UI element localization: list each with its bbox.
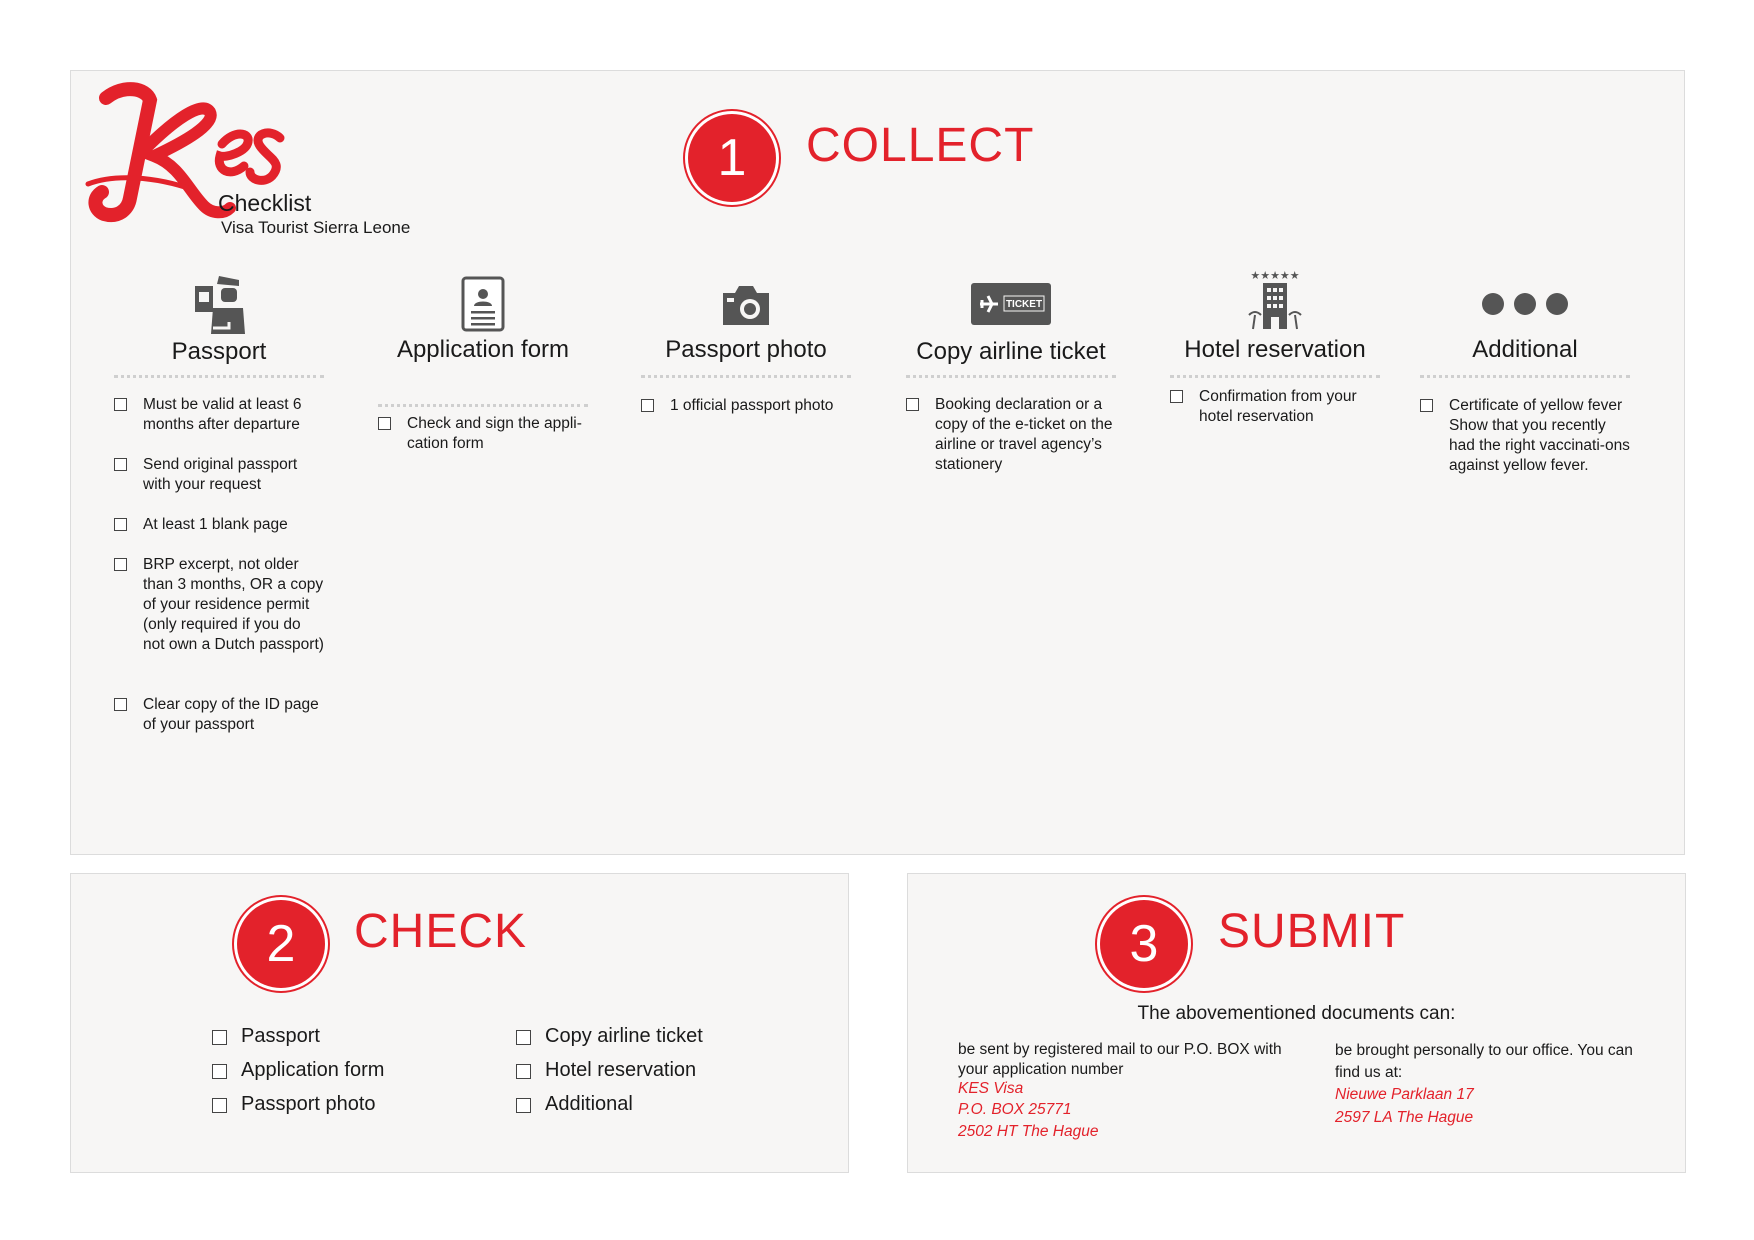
passport-officer-icon bbox=[114, 272, 324, 336]
checkbox[interactable] bbox=[114, 518, 127, 531]
divider bbox=[1170, 375, 1380, 378]
mail-address-line: KES Visa bbox=[958, 1080, 1024, 1097]
column-title: Additional bbox=[1472, 336, 1578, 363]
checklist-item[interactable]: Clear copy of the ID page of your passport bbox=[114, 695, 324, 735]
checklist-item[interactable]: Must be valid at least 6 months after departure bbox=[114, 395, 324, 435]
column-title: Hotel reservation bbox=[1184, 336, 1366, 363]
office-instruction: be brought personally to our office. You can find us at: bbox=[1335, 1042, 1633, 1081]
checkbox[interactable] bbox=[516, 1064, 531, 1079]
divider bbox=[1420, 375, 1630, 378]
check-item-additional[interactable]: Additional bbox=[516, 1093, 633, 1116]
camera-icon bbox=[641, 272, 851, 336]
step-2-badge: 2 bbox=[237, 900, 325, 988]
divider bbox=[641, 375, 851, 378]
check-item-hotel-reservation[interactable]: Hotel reservation bbox=[516, 1059, 696, 1082]
checklist-item[interactable]: At least 1 blank page bbox=[114, 515, 324, 535]
checklist-item[interactable]: Check and sign the appli-cation form bbox=[378, 414, 588, 454]
divider bbox=[378, 404, 588, 407]
logo-text: Kes bbox=[84, 80, 86, 81]
column-title: Passport bbox=[171, 338, 267, 365]
check-item-airline-ticket[interactable]: Copy airline ticket bbox=[516, 1025, 703, 1048]
mail-address-line: 2502 HT The Hague bbox=[958, 1123, 1099, 1140]
submit-intro: The abovementioned documents can: bbox=[1137, 1003, 1456, 1024]
checkbox[interactable] bbox=[516, 1098, 531, 1113]
checkbox[interactable] bbox=[906, 398, 919, 411]
checkbox[interactable] bbox=[212, 1064, 227, 1079]
checklist-item[interactable]: BRP excerpt, not older than 3 months, OR a copy of your residence permit (only required if you do not own a Dutch passport) bbox=[114, 555, 324, 655]
checkbox[interactable] bbox=[212, 1030, 227, 1045]
divider bbox=[906, 375, 1116, 378]
visa-subtitle: Visa Tourist Sierra Leone bbox=[221, 218, 411, 237]
checkbox[interactable] bbox=[114, 698, 127, 711]
checklist-item[interactable]: Send original passport with your request bbox=[114, 455, 324, 495]
step-3-badge: 3 bbox=[1100, 900, 1188, 988]
office-address-line: 2597 LA The Hague bbox=[1335, 1109, 1474, 1126]
checklist-item[interactable]: Booking declaration or a copy of the e-ticket on the airline or travel agency’s stationery bbox=[906, 395, 1116, 475]
checkbox[interactable] bbox=[1420, 399, 1433, 412]
checkbox[interactable] bbox=[641, 399, 654, 412]
checklist-item[interactable]: Certificate of yellow fever Show that you recently had the right vaccinati-ons against yellow fever. bbox=[1420, 396, 1630, 476]
checkbox[interactable] bbox=[114, 558, 127, 571]
checkbox[interactable] bbox=[212, 1098, 227, 1113]
hotel-icon bbox=[1170, 268, 1380, 332]
step-1-badge: 1 bbox=[688, 114, 776, 202]
checklist-title: Checklist bbox=[218, 190, 312, 216]
checkbox[interactable] bbox=[114, 458, 127, 471]
airline-ticket-icon bbox=[906, 272, 1116, 336]
column-title: Application form bbox=[396, 336, 570, 363]
mail-address-line: P.O. BOX 25771 bbox=[958, 1101, 1072, 1118]
more-dots-icon bbox=[1420, 272, 1630, 336]
svg-text:★★★★★: ★★★★★ bbox=[1250, 269, 1300, 282]
checkbox[interactable] bbox=[516, 1030, 531, 1045]
checkbox[interactable] bbox=[114, 398, 127, 411]
submit-title: SUBMIT bbox=[1218, 905, 1406, 958]
mail-instruction: be sent by registered mail to our P.O. BOX with your application number bbox=[958, 1041, 1282, 1078]
collect-title: COLLECT bbox=[806, 119, 1035, 172]
check-item-application-form[interactable]: Application form bbox=[212, 1059, 384, 1082]
ticket-label: TICKET bbox=[1005, 299, 1043, 310]
column-title: Copy airline ticket bbox=[916, 338, 1106, 365]
checklist-item[interactable]: 1 official passport photo bbox=[641, 396, 851, 416]
check-item-passport-photo[interactable]: Passport photo bbox=[212, 1093, 376, 1116]
check-item-passport[interactable]: Passport bbox=[212, 1025, 320, 1048]
check-title: CHECK bbox=[354, 905, 528, 958]
checkbox[interactable] bbox=[378, 417, 391, 430]
checklist-item[interactable]: Confirmation from your hotel reservation bbox=[1170, 387, 1380, 427]
application-form-icon bbox=[378, 272, 588, 336]
column-title: Passport photo bbox=[665, 336, 827, 363]
office-address-line: Nieuwe Parklaan 17 bbox=[1335, 1086, 1474, 1103]
divider bbox=[114, 375, 324, 378]
checkbox[interactable] bbox=[1170, 390, 1183, 403]
